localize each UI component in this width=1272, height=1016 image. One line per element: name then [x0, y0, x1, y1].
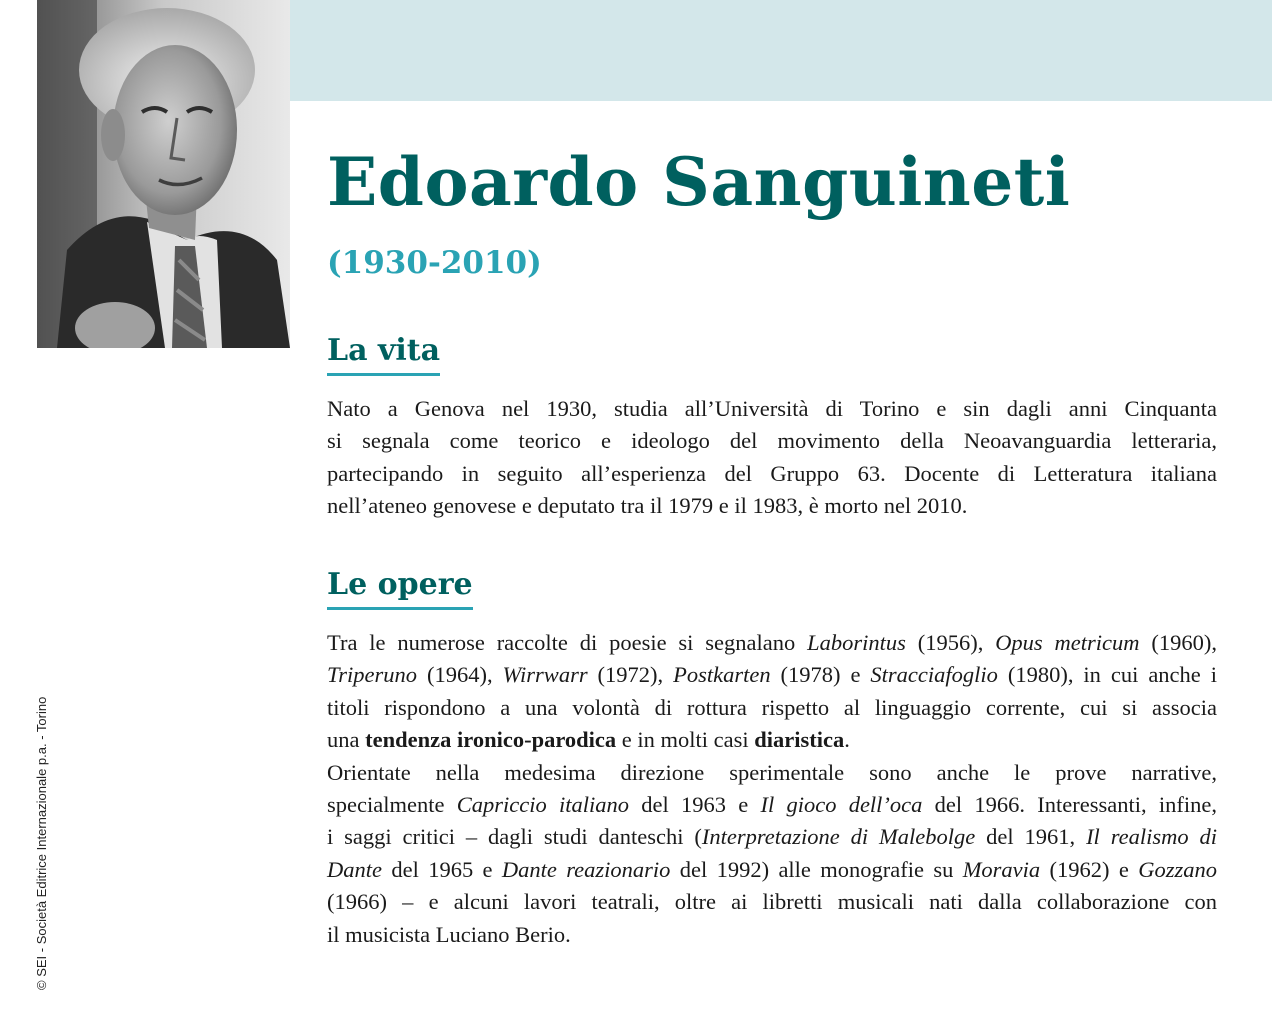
portrait-photo: [37, 0, 290, 348]
work-title: Postkarten: [673, 662, 771, 688]
section-heading-vita: La vita: [327, 331, 440, 376]
emphasis: tendenza ironico-parodica: [365, 727, 617, 753]
work-title: Opus metricum: [995, 630, 1140, 655]
work-title: Stracciafoglio: [870, 662, 998, 688]
author-portrait: [37, 0, 290, 348]
vita-line: Nato a Genova nel 1930, studia all’Università di Torino e sin dagli anni Cinquanta: [327, 396, 1217, 421]
opere-line: il musicista Luciano Berio.: [327, 921, 571, 947]
opere-line: specialmente Capriccio italiano del 1963 e Il gioco dell’oca del 1966. Interessanti, infine,: [327, 792, 1217, 818]
author-name: Edoardo Sanguineti: [327, 143, 1071, 221]
work-title: Capriccio italiano: [456, 792, 629, 818]
copyright-notice: © SEI - Società Editrice Internazionale p.a. - Torino: [34, 696, 49, 990]
vita-line: si segnala come teorico e ideologo del movimento della Neoavanguardia letteraria,: [327, 428, 1217, 454]
opere-line: Tra le numerose raccolte di poesie si segnalano Laborintus (1956), Opus metricum (1960),: [327, 630, 1217, 655]
work-title: Gozzano: [1138, 856, 1217, 882]
vita-paragraph: [327, 393, 1217, 523]
work-title: Laborintus: [807, 630, 906, 655]
opere-line: Triperuno (1964), Wirrwarr (1972), Postkarten (1978) e Stracciafoglio (1980), in cui anche i: [327, 662, 1217, 688]
work-title: Moravia: [962, 856, 1041, 882]
work-title: Interpretazione di Malebolge: [701, 824, 976, 850]
work-title: Il gioco dell’oca: [760, 792, 923, 818]
opere-line: (1966) – e alcuni lavori teatrali, oltre ai libretti musicali nati dalla collaborazione con: [327, 889, 1217, 915]
work-title: Il realismo di: [1086, 824, 1217, 850]
section-heading-opere: Le opere: [327, 565, 473, 610]
vita-line: partecipando in seguito all’esperienza del Gruppo 63. Docente di Letteratura italiana: [327, 460, 1217, 486]
vita-line: nell’ateneo genovese e deputato tra il 1979 e il 1983, è morto nel 2010.: [327, 493, 968, 519]
emphasis: diaristica: [754, 727, 845, 753]
work-title: Dante: [327, 856, 382, 882]
work-title: Wirrwarr: [502, 662, 588, 688]
work-title: Triperuno: [327, 662, 418, 688]
opere-line: Orientate nella medesima direzione sperimentale sono anche le prove narrative,: [327, 759, 1217, 785]
opere-line: Dante del 1965 e Dante reazionario del 1992) alle monografie su Moravia (1962) e Gozzano: [327, 856, 1217, 882]
opere-line: i saggi critici – dagli studi danteschi (Interpretazione di Malebolge del 1961, Il realismo di: [327, 824, 1217, 850]
opere-line: titoli rispondono a una volontà di rottura rispetto al linguaggio corrente, cui si associa: [327, 694, 1217, 720]
work-title: Dante reazionario: [501, 856, 671, 882]
header-band: [290, 0, 1272, 101]
opere-paragraph: [327, 627, 1217, 951]
author-dates: (1930-2010): [327, 245, 542, 281]
opere-line: una tendenza ironico-parodica e in molti casi diaristica.: [327, 727, 850, 753]
